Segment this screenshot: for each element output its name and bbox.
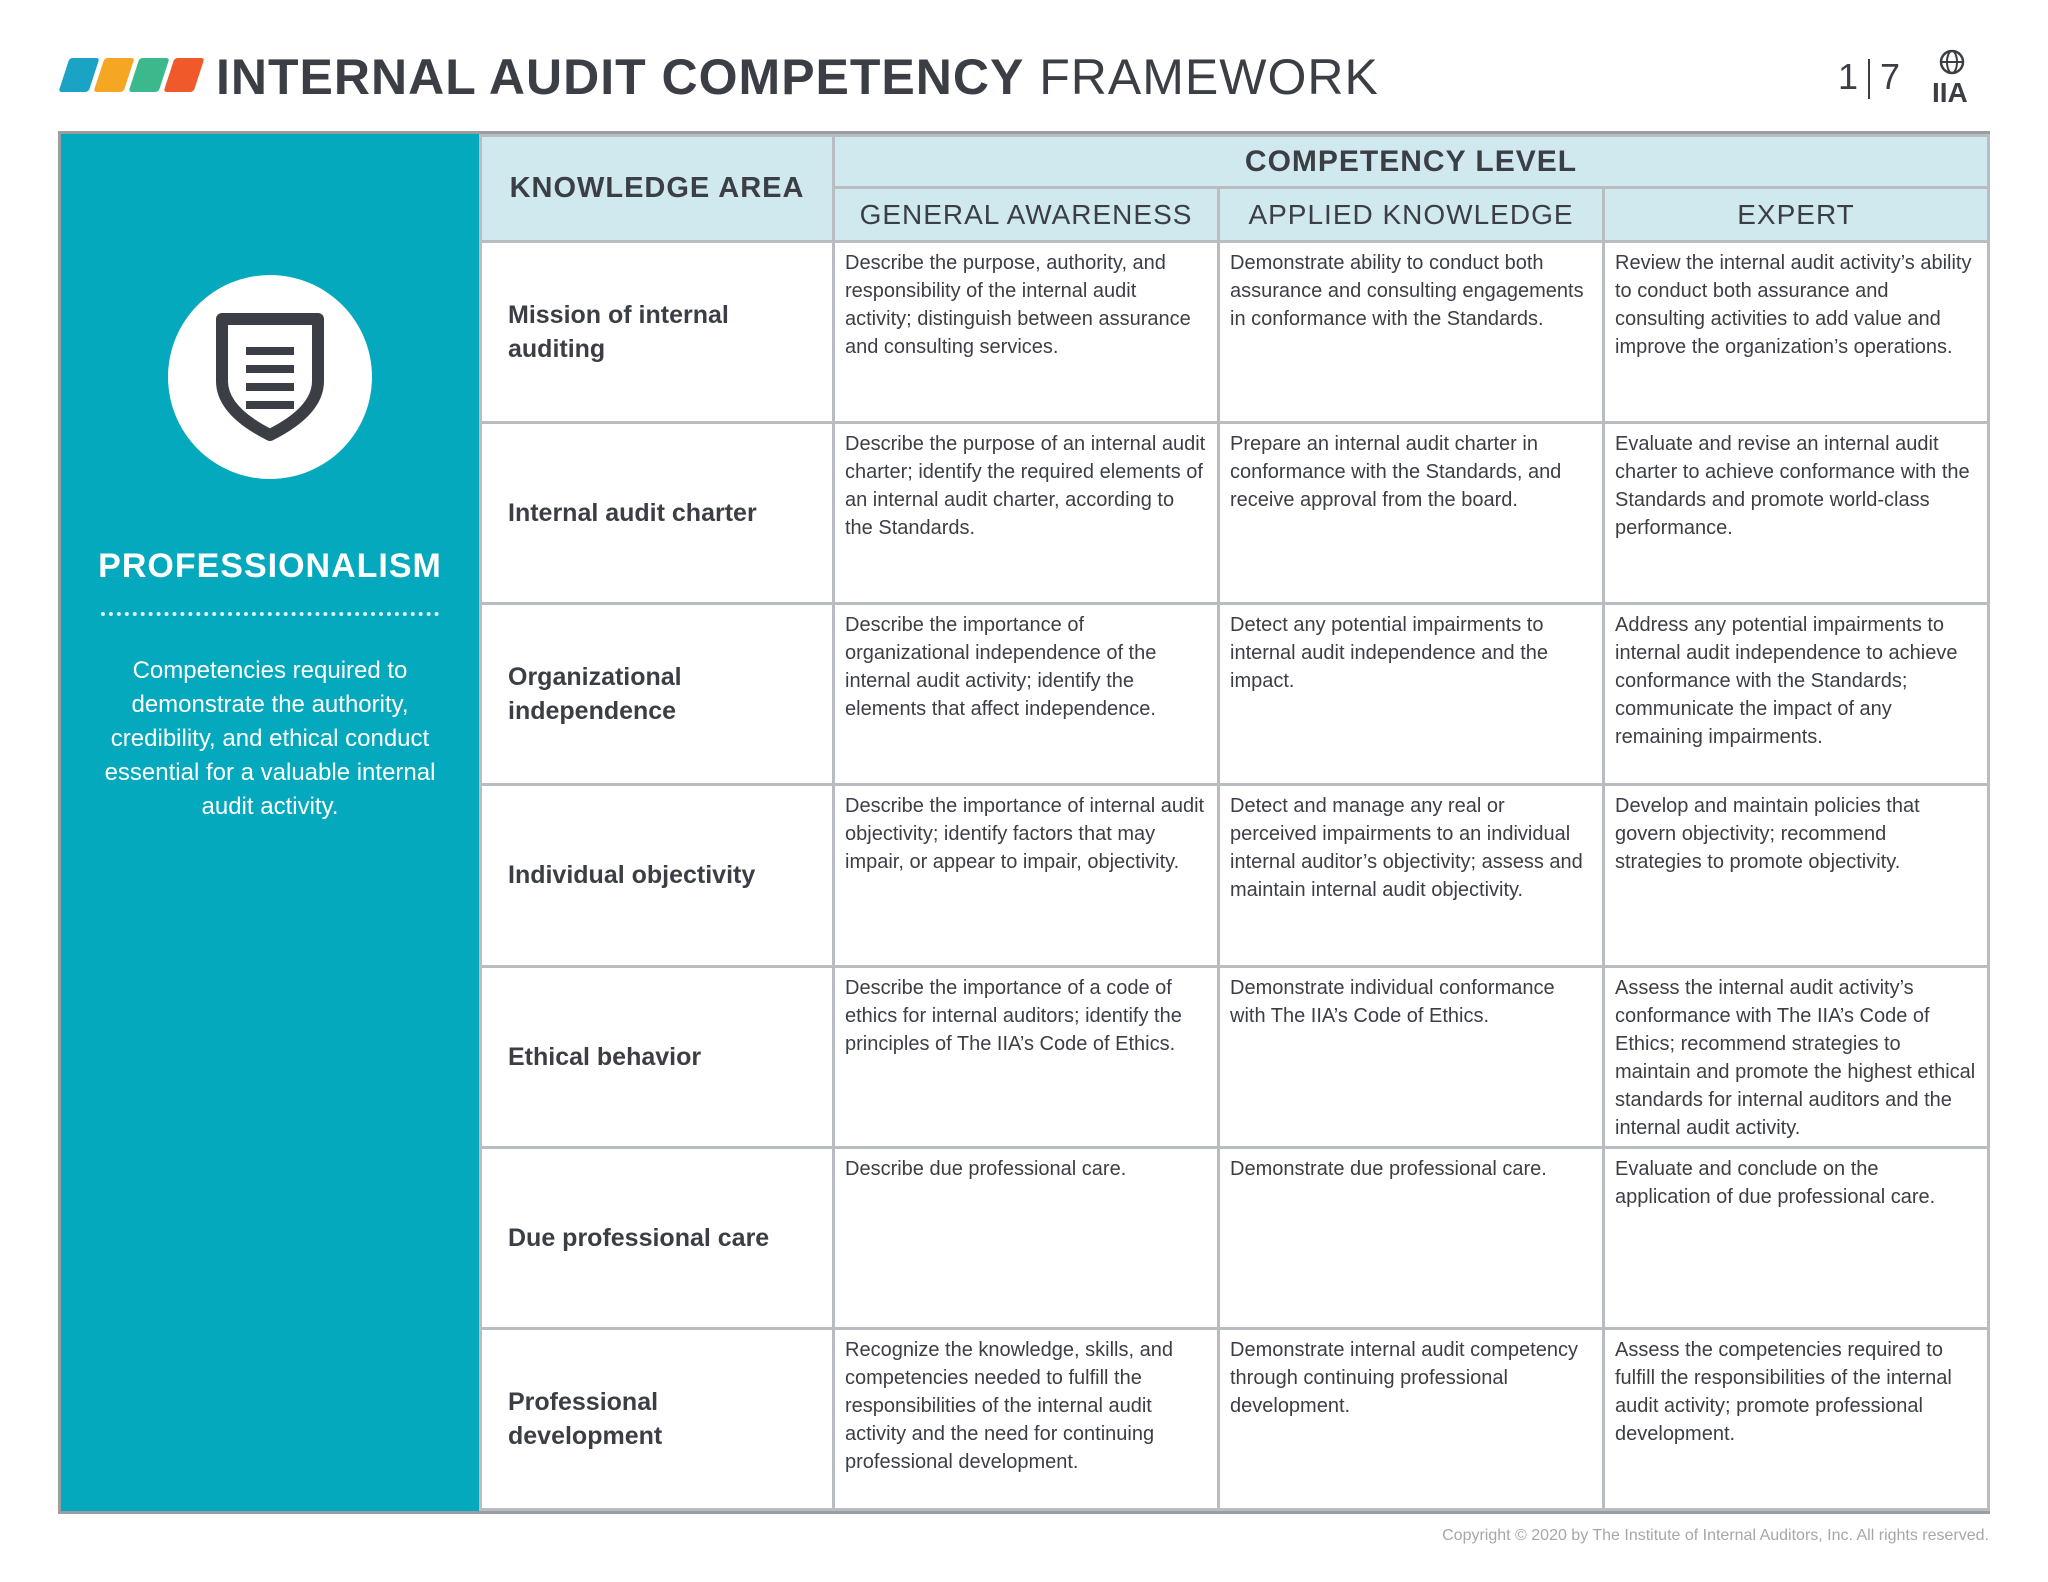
stripe-blue [58,58,99,92]
table-row [481,1328,1989,1509]
logo-text: IIA [1932,77,1968,104]
general-awareness-cell: Describe the purpose, authority, and responsibility of the internal audit activity; distinguish between assurance and consulting services. [834,242,1219,423]
category-panel [61,134,479,1511]
page-header [58,44,1988,106]
shield-document-icon [212,311,328,443]
table-row [481,785,1989,966]
page-title-bold: INTERNAL AUDIT COMPETENCY [216,49,1025,105]
stripe-orange [93,58,134,92]
iia-logo-icon [1930,48,1990,104]
expert-cell: Evaluate and revise an internal audit charter to achieve conformance with the Standards and promote world-class performance. [1604,423,1989,604]
table-row [481,966,1989,1147]
page-current: 1 [1838,56,1859,97]
knowledge-area-cell: Mission of internal auditing [481,242,834,423]
knowledge-area-cell: Individual objectivity [481,785,834,966]
table-row [481,604,1989,785]
table-row [481,242,1989,423]
expert-cell: Evaluate and conclude on the application of due professional care. [1604,1147,1989,1328]
applied-knowledge-cell: Demonstrate internal audit competency through continuing professional development. [1219,1328,1604,1509]
applied-knowledge-cell: Demonstrate due professional care. [1219,1147,1604,1328]
competency-level-header: COMPETENCY LEVEL [834,136,1989,188]
framework-frame [58,131,1990,1514]
knowledge-area-header: KNOWLEDGE AREA [481,136,834,242]
knowledge-area-cell: Due professional care [481,1147,834,1328]
page-title [216,48,1379,106]
knowledge-area-cell: Ethical behavior [481,966,834,1147]
applied-knowledge-cell: Demonstrate individual conformance with The IIA’s Code of Ethics. [1219,966,1604,1147]
table-row [481,423,1989,604]
level-general-awareness-header: GENERAL AWARENESS [834,188,1219,242]
expert-cell: Assess the internal audit activity’s conformance with The IIA’s Code of Ethics; recommend strategies to maintain and promote the highest ethical standards for internal auditors and the internal audit activity. [1604,966,1989,1147]
knowledge-area-cell: Organizational independence [481,604,834,785]
expert-cell: Assess the competencies required to fulfill the responsibilities of the internal audit activity; promote professional development. [1604,1328,1989,1509]
expert-cell: Review the internal audit activity’s ability to conduct both assurance and consulting activities to add value and improve the organization’s operations. [1604,242,1989,423]
expert-cell: Address any potential impairments to internal audit independence to achieve conformance with the Standards; communicate the impact of any remaining impairments. [1604,604,1989,785]
general-awareness-cell: Describe due professional care. [834,1147,1219,1328]
copyright-notice: Copyright © 2020 by The Institute of Internal Auditors, Inc. All rights reserved. [1442,1527,1989,1544]
category-description: Competencies required to demonstrate the authority, credibility, and ethical conduct essential for a valuable internal audit activity. [104,657,436,820]
page-total: 7 [1880,56,1901,97]
expert-cell: Develop and maintain policies that govern objectivity; recommend strategies to promote objectivity. [1604,785,1989,966]
general-awareness-cell: Describe the importance of internal audit objectivity; identify factors that may impair, or appear to impair, objectivity. [834,785,1219,966]
applied-knowledge-cell: Prepare an internal audit charter in conformance with the Standards, and receive approval from the board. [1219,423,1604,604]
brand-stripes [58,58,198,92]
table-row [481,1147,1989,1328]
general-awareness-cell: Recognize the knowledge, skills, and competencies needed to fulfill the responsibilities of the internal audit activity and the need for continuing professional development. [834,1328,1219,1509]
applied-knowledge-cell: Demonstrate ability to conduct both assurance and consulting engagements in conformance with the Standards. [1219,242,1604,423]
page-number [1838,56,1900,99]
applied-knowledge-cell: Detect and manage any real or perceived impairments to an individual internal auditor’s objectivity; assess and maintain internal audit objectivity. [1219,785,1604,966]
knowledge-area-cell: Professional development [481,1328,834,1509]
stripe-red [163,58,204,92]
page-title-light: FRAMEWORK [1039,49,1379,105]
general-awareness-cell: Describe the purpose of an internal audit charter; identify the required elements of an internal audit charter, according to the Standards. [834,423,1219,604]
knowledge-area-cell: Internal audit charter [481,423,834,604]
level-expert-header: EXPERT [1604,188,1989,242]
applied-knowledge-cell: Detect any potential impairments to internal audit independence and the impact. [1219,604,1604,785]
category-title: PROFESSIONALISM [98,547,442,585]
stripe-green [128,58,169,92]
general-awareness-cell: Describe the importance of a code of ethics for internal auditors; identify the principles of The IIA’s Code of Ethics. [834,966,1219,1147]
category-badge [168,275,372,479]
page-separator [1868,59,1870,99]
general-awareness-cell: Describe the importance of organizational independence of the internal audit activity; identify the elements that affect independence. [834,604,1219,785]
dotted-divider [101,612,439,616]
competency-table [479,134,1990,1511]
level-applied-knowledge-header: APPLIED KNOWLEDGE [1219,188,1604,242]
